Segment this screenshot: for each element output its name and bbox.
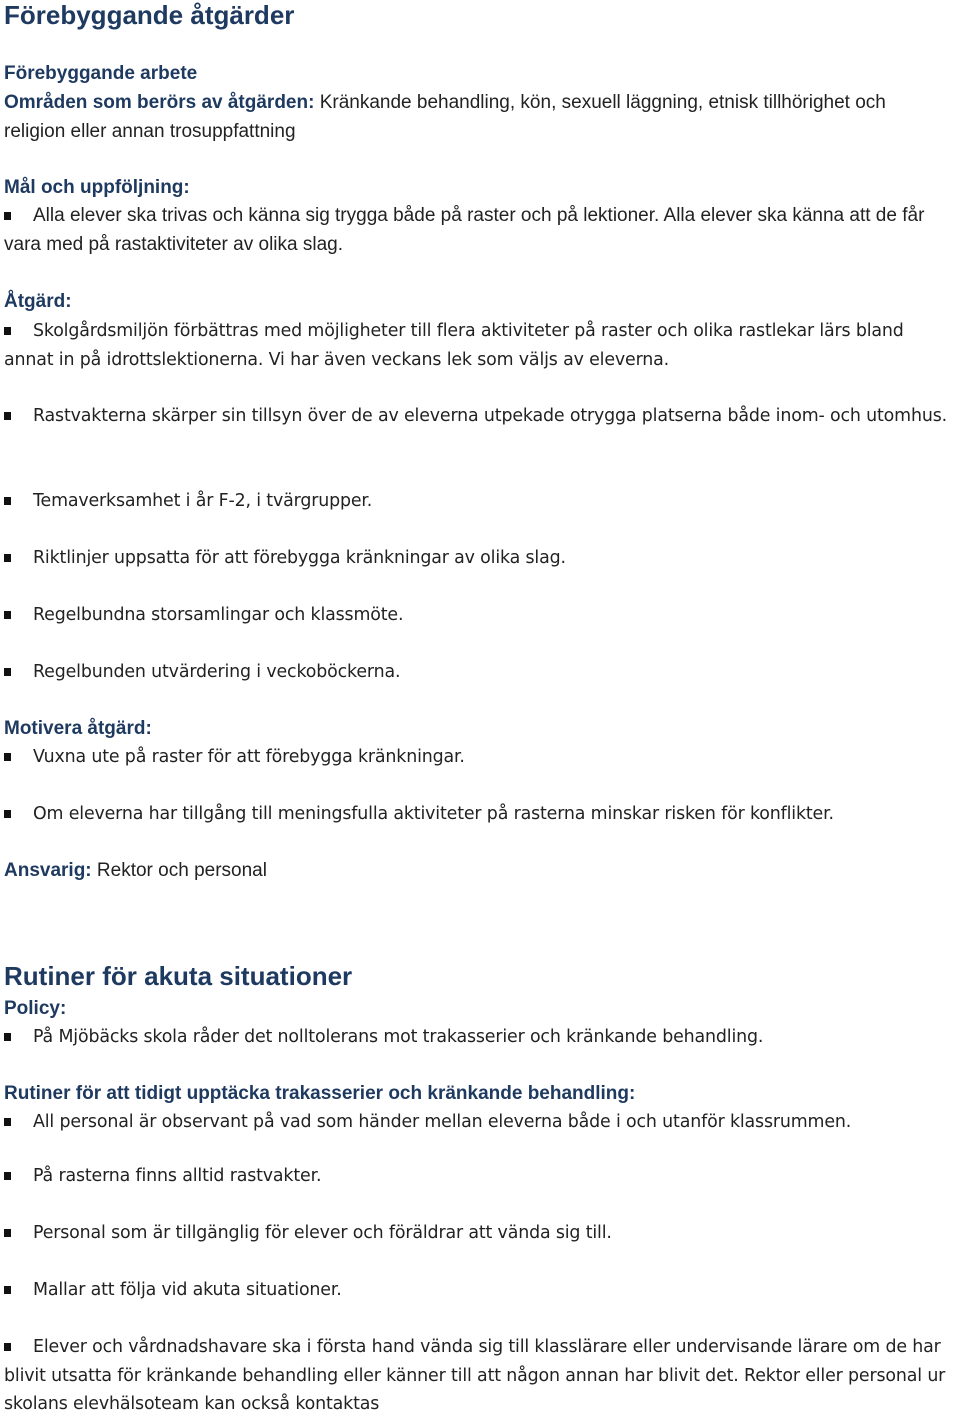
bullet-square-icon xyxy=(4,212,11,220)
responsible-paragraph xyxy=(4,857,949,886)
measures-label: Åtgärd: xyxy=(4,291,72,312)
measure-text: Riktlinjer uppsatta för att förebygga kränkningar av olika slag. xyxy=(33,548,566,568)
routine-item xyxy=(4,1333,956,1419)
bullet-square-icon xyxy=(4,1229,11,1237)
routine-text: Personal som är tillgänglig för elever och föräldrar att vända sig till. xyxy=(33,1223,612,1243)
routine-text: Elever och vårdnadshavare ska i första hand vända sig till klasslärare eller undervisande lärare om de har blivit utsatta för kränkande behandling eller känner till att någon annan har blivit det. Rektor eller personal ur skolans elevhälsoteam kan också kontaktas xyxy=(4,1337,946,1414)
measure-text: Temaverksamhet i år F-2, i tvärgrupper. xyxy=(33,491,373,511)
bullet-square-icon xyxy=(4,554,11,562)
routine-item xyxy=(4,1219,956,1248)
policy-item xyxy=(4,1023,956,1052)
bullet-square-icon xyxy=(4,611,11,619)
bullet-square-icon xyxy=(4,327,11,335)
motivation-text: Om eleverna har tillgång till meningsfulla aktiviteter på rasterna minskar risken för konflikter. xyxy=(33,804,834,824)
routines-label: Rutiner för att tidigt upptäcka trakasserier och kränkande behandling: xyxy=(4,1083,636,1104)
areas-text: Kränkande behandling, kön, sexuell läggning, etnisk tillhörighet och religion eller annan trosuppfattning xyxy=(4,92,886,142)
bullet-square-icon xyxy=(4,753,11,761)
bullet-square-icon xyxy=(4,1033,11,1041)
section-heading-preventive: Förebyggande åtgärder xyxy=(4,0,295,30)
measure-item xyxy=(4,487,956,516)
measure-item xyxy=(4,544,956,573)
responsible-label: Ansvarig: xyxy=(4,860,92,881)
measure-item xyxy=(4,317,956,374)
bullet-square-icon xyxy=(4,412,11,420)
goal-text: Alla elever ska trivas och känna sig trygga både på raster och på lektioner. Alla elever ska känna att de får vara med på rastaktiviteter av olika slag. xyxy=(4,205,925,255)
bullet-square-icon xyxy=(4,1343,11,1351)
section-heading-acute: Rutiner för akuta situationer xyxy=(4,961,353,991)
motivation-label: Motivera åtgärd: xyxy=(4,718,152,739)
measure-item xyxy=(4,402,956,431)
areas-label: Områden som berörs av åtgärden: xyxy=(4,92,315,113)
routine-text: På rasterna finns alltid rastvakter. xyxy=(33,1166,322,1186)
responsible-text: Rektor och personal xyxy=(91,860,267,881)
policy-text: På Mjöbäcks skola råder det nolltolerans mot trakasserier och kränkande behandling. xyxy=(33,1027,764,1047)
routine-item xyxy=(4,1162,956,1191)
motivation-item xyxy=(4,743,956,772)
routine-item xyxy=(4,1276,956,1305)
areas-paragraph xyxy=(4,89,949,146)
routine-text: Mallar att följa vid akuta situationer. xyxy=(33,1280,342,1300)
routine-item xyxy=(4,1108,956,1137)
bullet-square-icon xyxy=(4,810,11,818)
goal-item xyxy=(4,202,956,259)
bullet-square-icon xyxy=(4,1172,11,1180)
measure-item xyxy=(4,658,956,687)
bullet-square-icon xyxy=(4,1286,11,1294)
goals-label: Mål och uppföljning: xyxy=(4,177,190,198)
policy-label: Policy: xyxy=(4,998,67,1019)
bullet-square-icon xyxy=(4,668,11,676)
measure-text: Skolgårdsmiljön förbättras med möjligheter till flera aktiviteter på raster och olika rastlekar lärs bland annat in på idrottslektionerna. Vi har även veckans lek som väljs av eleverna. xyxy=(4,321,904,370)
subheading-preventive-work: Förebyggande arbete xyxy=(4,63,198,84)
measure-text: Rastvakterna skärper sin tillsyn över de av eleverna utpekade otrygga platserna både inom- och utomhus. xyxy=(33,406,947,426)
bullet-square-icon xyxy=(4,1118,11,1126)
measure-text: Regelbunden utvärdering i veckoböckerna. xyxy=(33,662,401,682)
measure-text: Regelbundna storsamlingar och klassmöte. xyxy=(33,605,404,625)
motivation-text: Vuxna ute på raster för att förebygga kränkningar. xyxy=(33,747,465,767)
routine-text: All personal är observant på vad som händer mellan eleverna både i och utanför klassrummen. xyxy=(33,1112,852,1132)
bullet-square-icon xyxy=(4,497,11,505)
measure-item xyxy=(4,601,956,630)
motivation-item xyxy=(4,800,956,829)
